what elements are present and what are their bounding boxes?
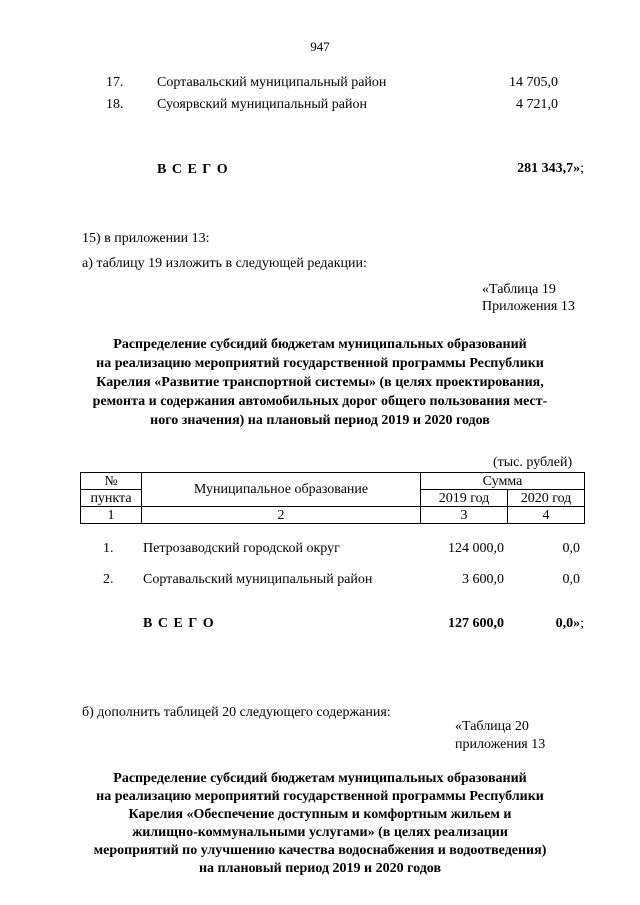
table20-title <box>60 770 580 878</box>
header-col-1: 1 <box>81 507 142 524</box>
table19-header <box>80 472 585 524</box>
header-year-2020: 2020 год <box>508 490 585 507</box>
header-num-cell <box>81 473 142 490</box>
title-line: мероприятий по улучшению качества водоснабжения и водоотведения) <box>93 843 547 858</box>
header-sum: Сумма <box>421 473 585 490</box>
table19-title <box>60 335 580 430</box>
table-ref-line2: приложения 13 <box>455 737 546 752</box>
row-value: 14 705,0 <box>509 75 558 90</box>
header-col-3: 3 <box>421 507 508 524</box>
row-value-2019: 124 000,0 <box>448 541 504 556</box>
item-15: 15) в приложении 13: <box>82 231 210 246</box>
header-num-line1: № <box>104 473 118 489</box>
title-line: жилищно-коммунальными услугами» (в целях реализации <box>132 825 508 840</box>
row-value: 4 721,0 <box>516 97 558 112</box>
total-label: В С Е Г О <box>157 162 229 177</box>
row-number: 1. <box>103 541 114 556</box>
row-number: 18. <box>106 97 124 112</box>
title-line: Карелия «Обеспечение доступным и комфортным жильем и <box>128 807 512 822</box>
row-number: 2. <box>103 572 114 587</box>
title-line: Распределение субсидий бюджетам муниципальных образований <box>113 337 527 352</box>
total-value-2020-line <box>520 617 584 631</box>
title-line: ремонта и содержания автомобильных дорог общего пользования мест- <box>92 394 548 409</box>
header-year-2019: 2019 год <box>421 490 508 507</box>
table-ref-line1: «Таблица 19 <box>482 282 556 297</box>
row-value-2020: 0,0 <box>562 572 580 587</box>
table-ref-line2: Приложения 13 <box>482 299 575 314</box>
row-value-2020: 0,0 <box>562 541 580 556</box>
row-name: Суоярвский муниципальный район <box>157 97 367 112</box>
table-ref-line1: «Таблица 20 <box>455 719 529 734</box>
row-number: 17. <box>106 75 124 90</box>
item-b: б) дополнить таблицей 20 следующего содержания: <box>82 705 391 720</box>
header-col-4: 4 <box>508 507 585 524</box>
title-line: на плановый период 2019 и 2020 годов <box>198 861 442 876</box>
total-value-2019: 127 600,0 <box>448 616 504 631</box>
title-line: ного значения) на плановый период 2019 и 2020 годов <box>150 413 490 428</box>
total-value-line <box>440 162 584 176</box>
page-number: 947 <box>310 39 330 54</box>
title-line: Распределение субсидий бюджетам муниципальных образований <box>113 771 527 786</box>
total-suffix: ; <box>580 161 584 176</box>
total-value-2020: 0,0» <box>555 616 581 631</box>
total-label: В С Е Г О <box>143 616 215 631</box>
header-municipality: Муниципальное образование <box>142 473 421 507</box>
title-line: на реализацию мероприятий государственной программы Республики <box>96 789 544 804</box>
header-col-2: 2 <box>142 507 421 524</box>
total-suffix: ; <box>580 616 584 631</box>
item-a: а) таблицу 19 изложить в следующей редакции: <box>82 256 367 271</box>
units-label: (тыс. рублей) <box>493 455 573 470</box>
header-num-line2: пункта <box>81 490 142 507</box>
row-name: Сортавальский муниципальный район <box>157 75 387 90</box>
total-value: 281 343,7» <box>517 161 581 176</box>
row-value-2019: 3 600,0 <box>462 572 504 587</box>
title-line: Карелия «Развитие транспортной системы» (в целях проектирования, <box>96 375 544 390</box>
row-name: Сортавальский муниципальный район <box>143 572 373 587</box>
title-line: на реализацию мероприятий государственной программы Республики <box>96 356 544 371</box>
row-name: Петрозаводский городской округ <box>143 541 340 556</box>
